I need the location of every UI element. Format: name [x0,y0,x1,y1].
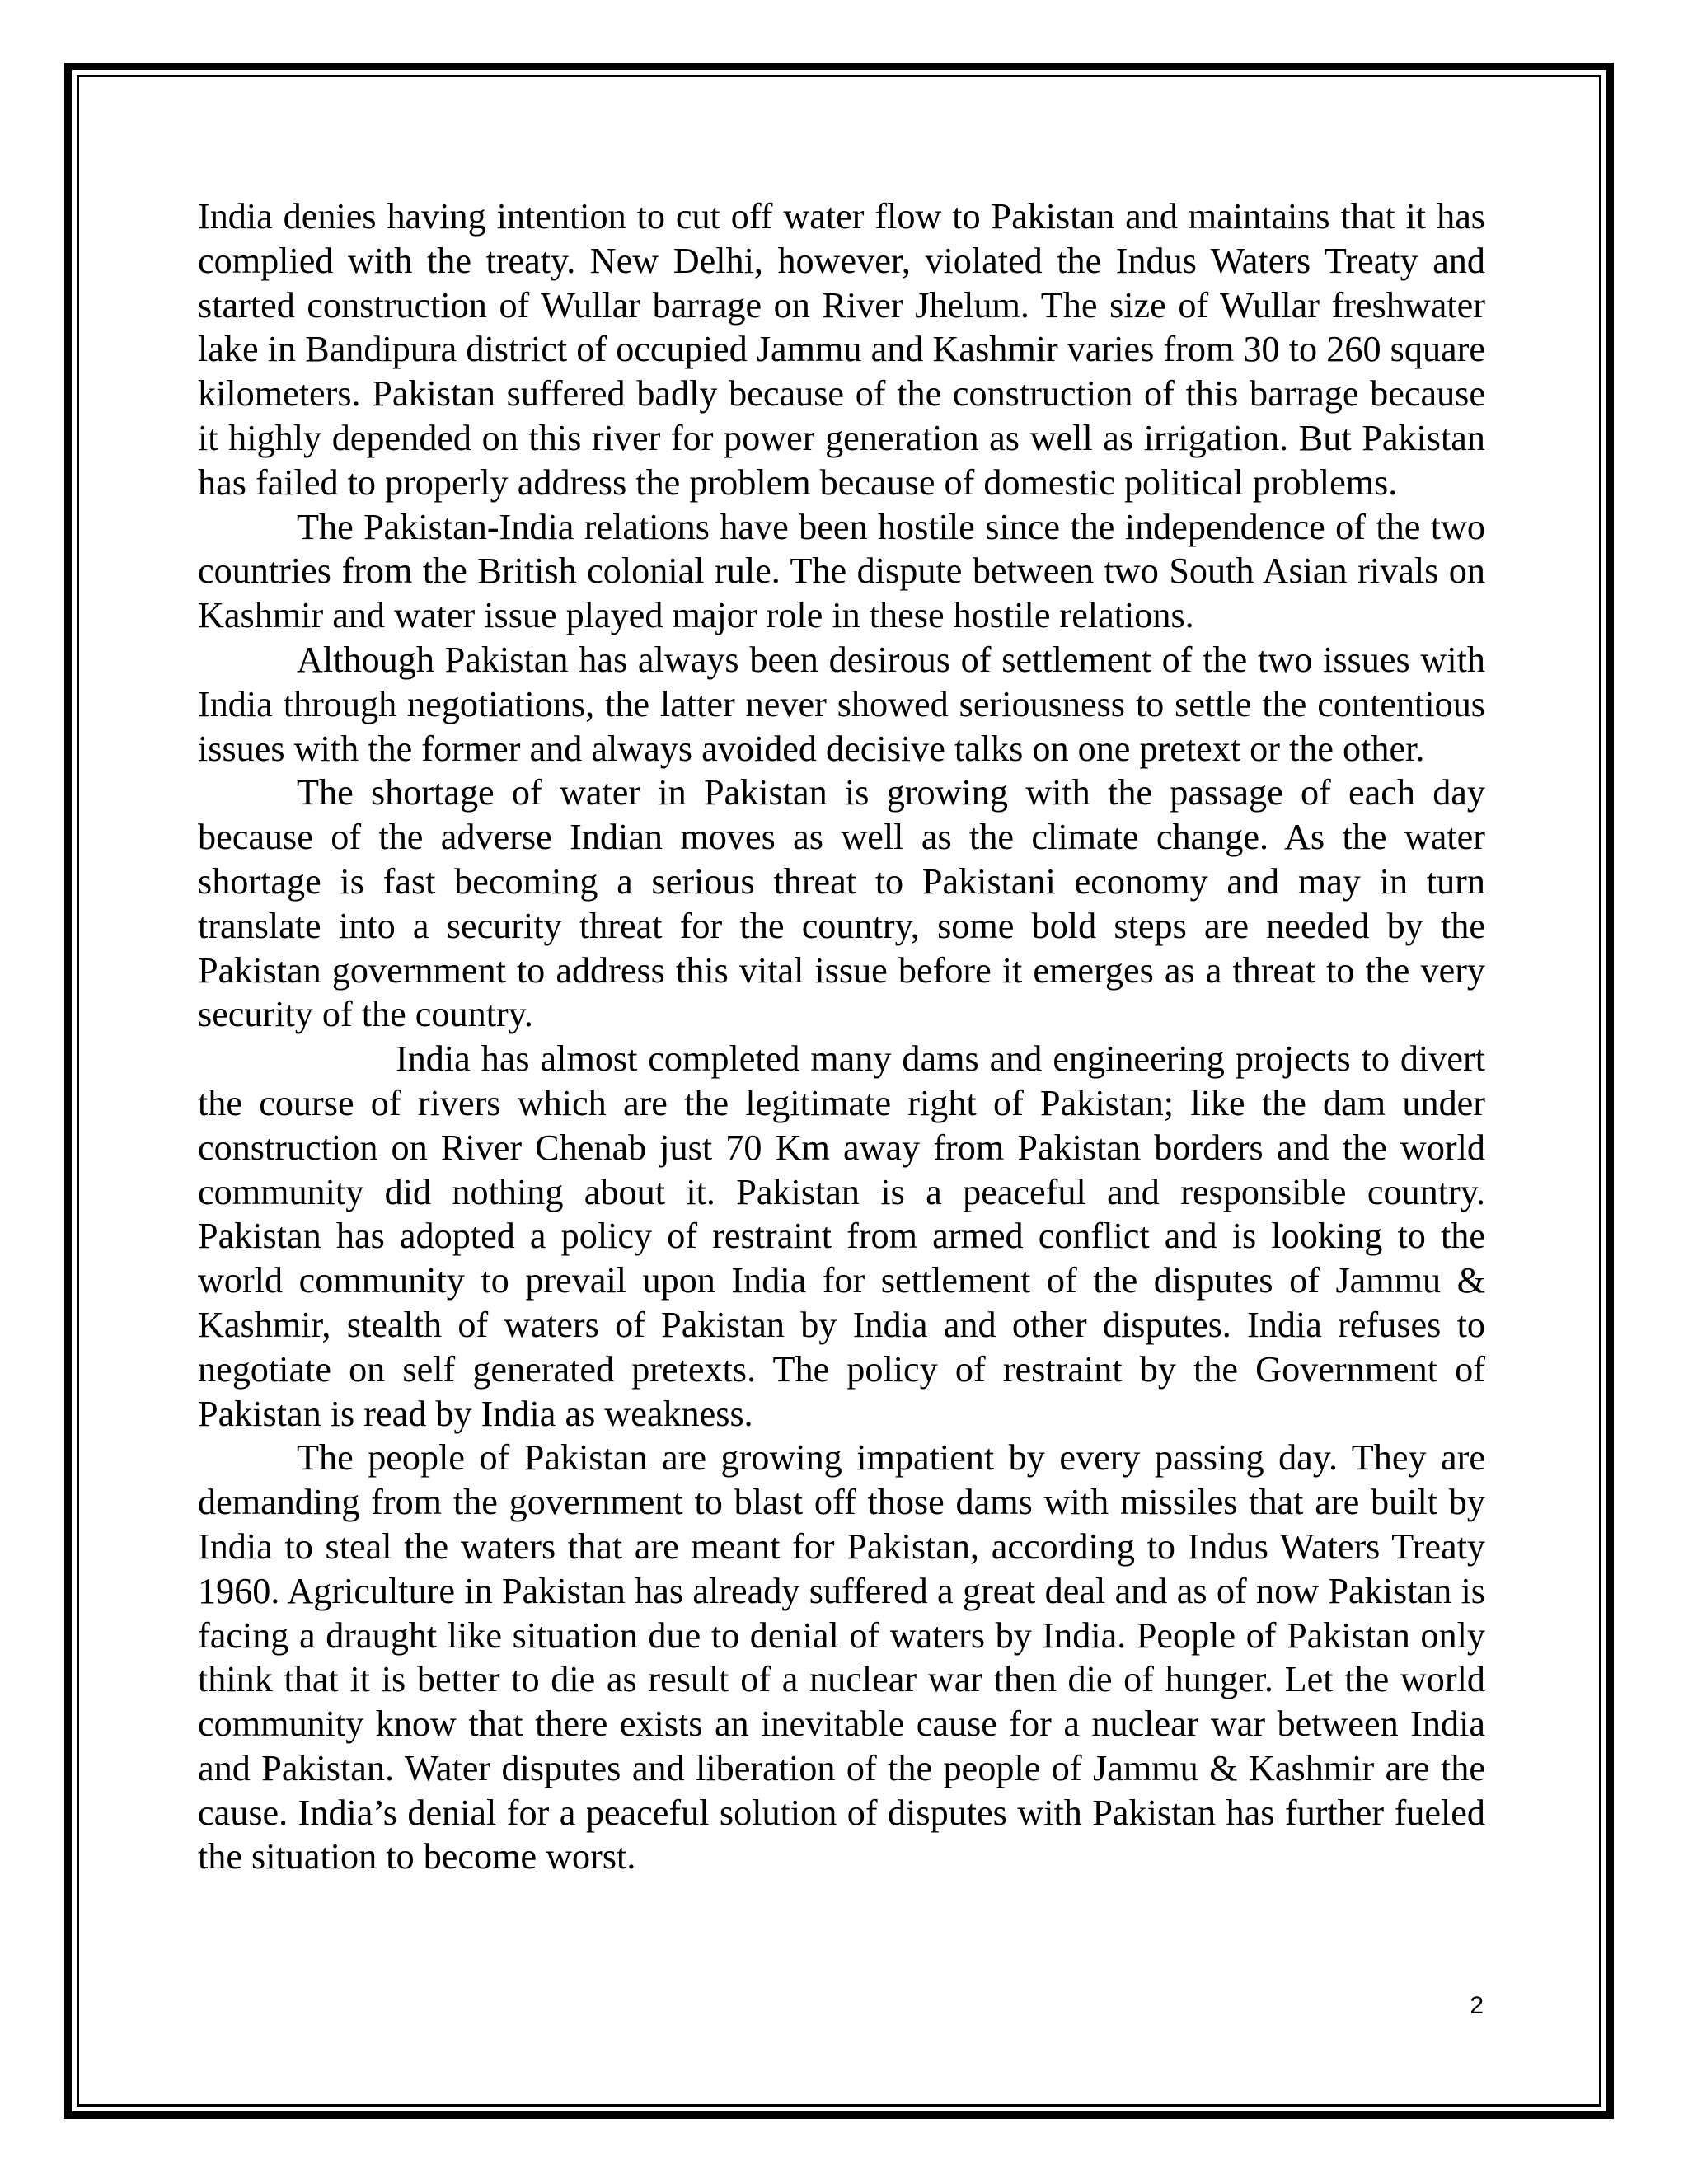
paragraph-wullar-barrage: India denies having intention to cut off water flow to Pakistan and maintains that it has complied with the treaty. New Delhi, however, violated the Indus Waters Treaty and started construction of Wullar barrage on River Jhelum. The size of Wullar freshwater lake in Bandipura district of occupied Jammu and Kashmir varies from 30 to 260 square kilometers. Pakistan suffered badly because of the construction of this barrage because it highly depended on this river for power generation as well as irrigation. But Pakistan has failed to properly address the problem because of domestic political problems. [198,196,1485,503]
paragraph-people-impatient: The people of Pakistan are growing impatient by every passing day. They are demanding from the government to blast off those dams with missiles that are built by India to steal the waters that are meant for Pakistan, according to Indus Waters Treaty 1960. Agriculture in Pakistan has already suffered a great deal and as of now Pakistan is facing a draught like situation due to denial of waters by India. People of Pakistan only think that it is better to die as result of a nuclear war then die of hunger. Let the world community know that there exists an inevitable cause for a nuclear war between India and Pakistan. Water disputes and liberation of the people of Jammu & Kashmir are the cause. India’s denial for a peaceful solution of disputes with Pakistan has further fueled the situation to become worst. [198,1437,1485,1877]
paragraph-negotiations: Although Pakistan has always been desirous of settlement of the two issues with India through negotiations, the latter never showed seriousness to settle the contentious issues with the former and always avoided decisive talks on one pretext or the other. [198,639,1485,769]
document-body [198,194,1485,1879]
paragraph-dams-projects: India has almost completed many dams and engineering projects to divert the course of rivers which are the legitimate right of Pakistan; like the dam under construction on River Chenab just 70 Km away from Pakistan borders and the world community did nothing about it. Pakistan is a peaceful and responsible country. Pakistan has adopted a policy of restraint from armed conflict and is looking to the world community to prevail upon India for settlement of the disputes of Jammu & Kashmir, stealth of waters of Pakistan by India and other disputes. India refuses to negotiate on self generated pretexts. The policy of restraint by the Government of Pakistan is read by India as weakness. [198,1038,1485,1434]
paragraph-hostile-relations: The Pakistan-India relations have been hostile since the independence of the two countries from the British colonial rule. The dispute between two South Asian rivals on Kashmir and water issue played major role in these hostile relations. [198,506,1485,636]
page-number: 2 [1470,1992,1484,2019]
paragraph-water-shortage: The shortage of water in Pakistan is growing with the passage of each day because of the adverse Indian moves as well as the climate change. As the water shortage is fast becoming a serious threat to Pakistani economy and may in turn translate into a security threat for the country, some bold steps are needed by the Pakistan government to address this vital issue before it emerges as a threat to the very security of the country. [198,772,1485,1035]
